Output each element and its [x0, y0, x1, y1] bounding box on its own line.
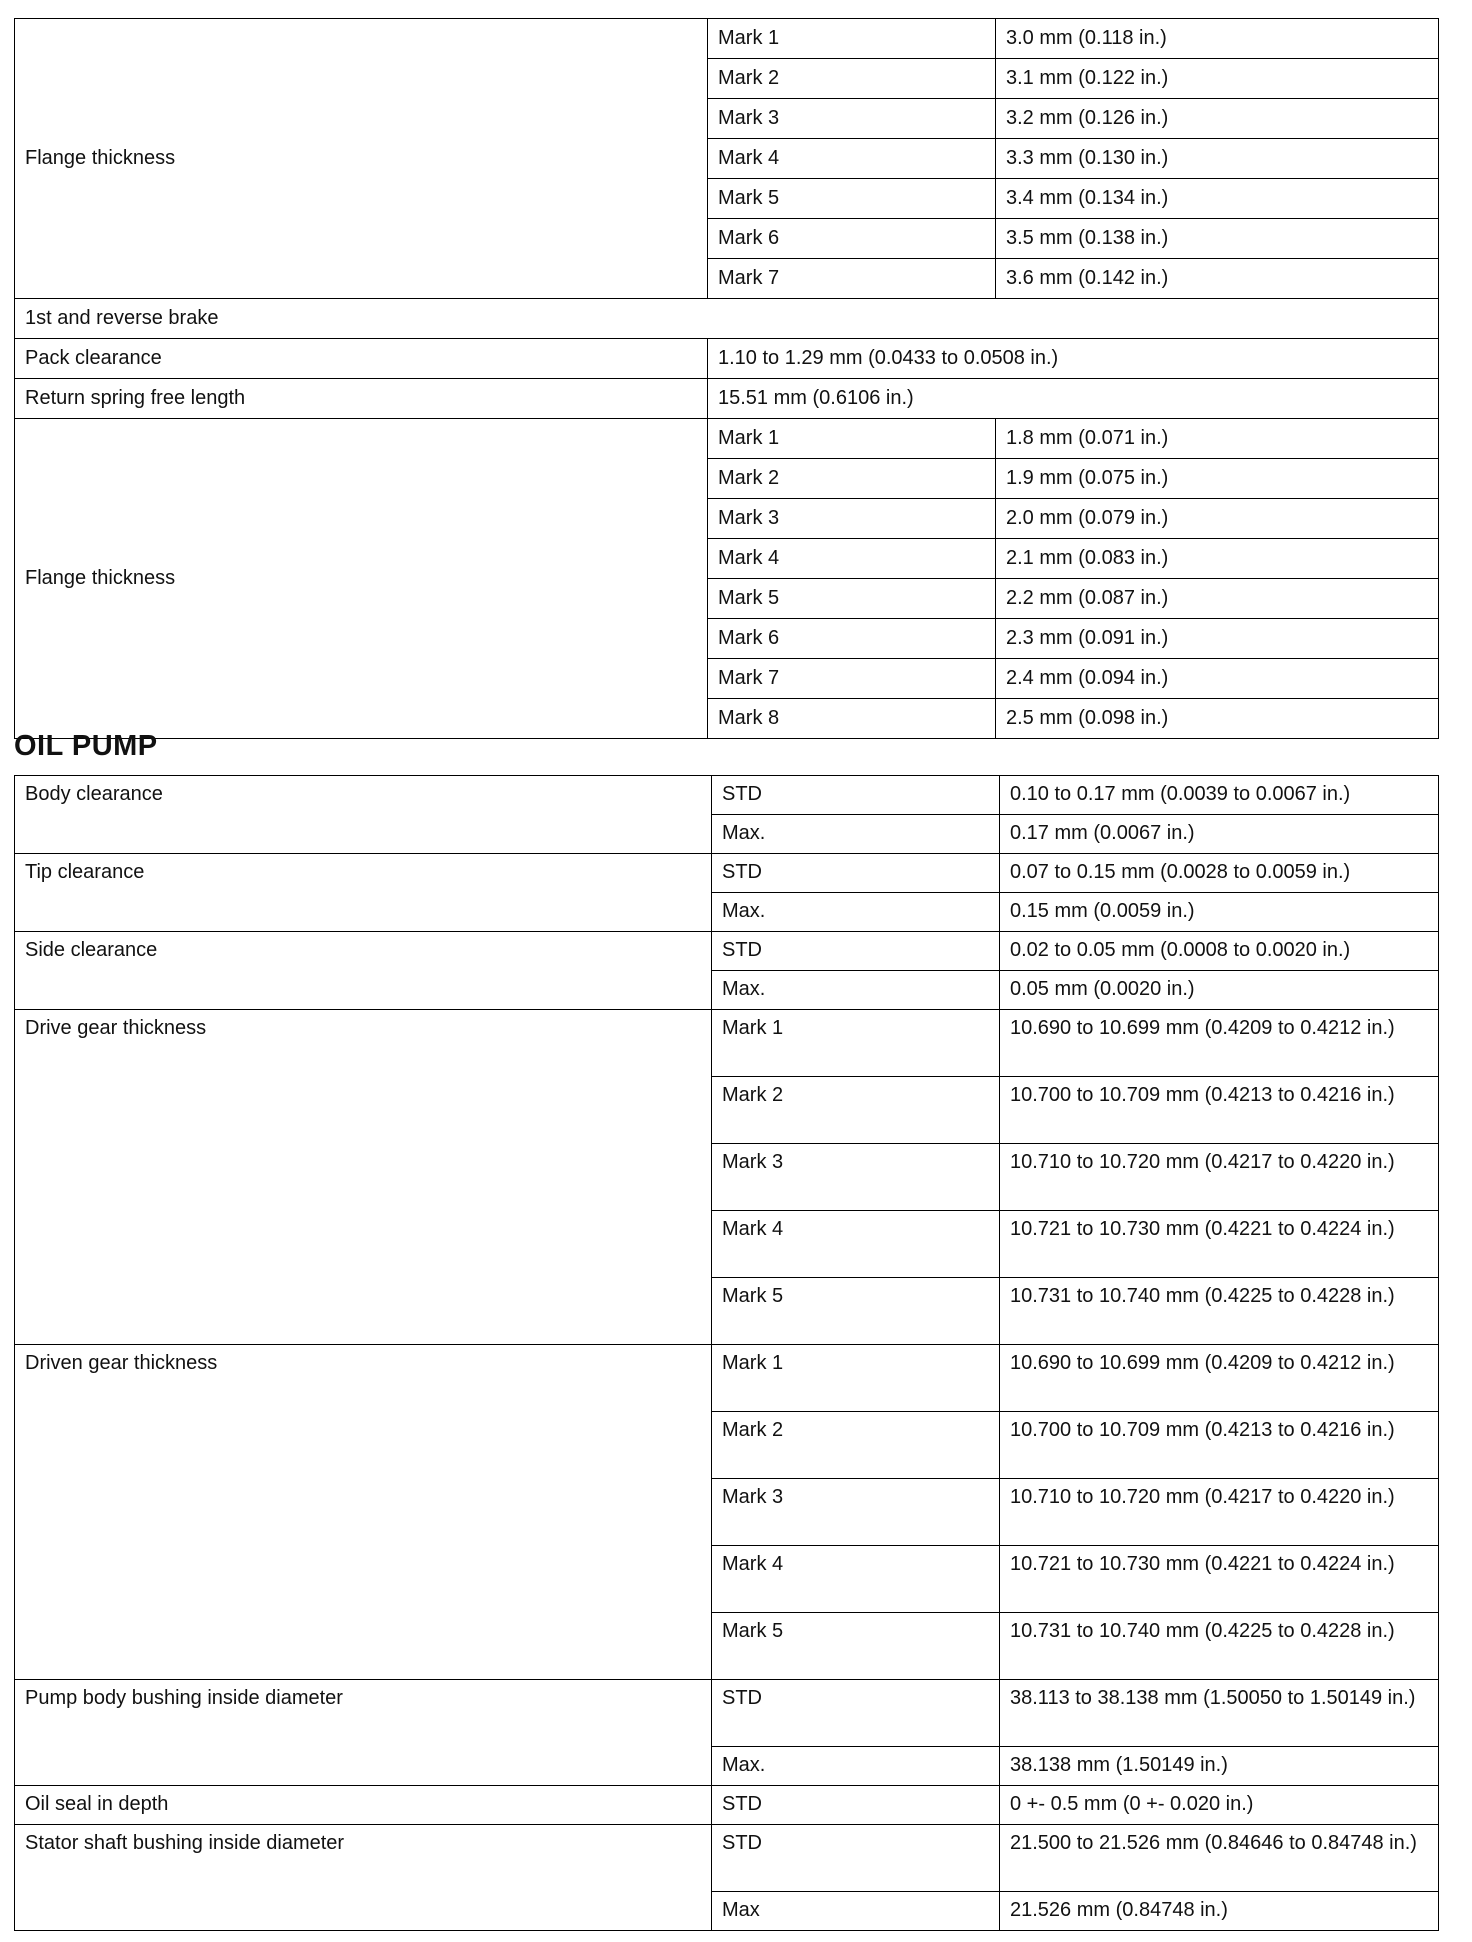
- key-cell: Mark 2: [712, 1077, 1000, 1144]
- value-cell: 1.9 mm (0.075 in.): [996, 459, 1439, 499]
- mark-cell: Mark 5: [708, 179, 996, 219]
- value-cell: 38.113 to 38.138 mm (1.50050 to 1.50149 in.): [1000, 1680, 1439, 1747]
- key-cell: Mark 5: [712, 1613, 1000, 1680]
- flange-thickness-label: Flange thickness: [15, 19, 708, 299]
- value-cell: 0.10 to 0.17 mm (0.0039 to 0.0067 in.): [1000, 776, 1439, 815]
- table-row: [15, 932, 1439, 971]
- value-cell: 0.07 to 0.15 mm (0.0028 to 0.0059 in.): [1000, 854, 1439, 893]
- mark-cell: Mark 5: [708, 579, 996, 619]
- value-cell: 10.710 to 10.720 mm (0.4217 to 0.4220 in.): [1000, 1479, 1439, 1546]
- value-cell: 0 +- 0.5 mm (0 +- 0.020 in.): [1000, 1786, 1439, 1825]
- oil-pump-spec-table: [14, 775, 1439, 1931]
- value-cell: 3.2 mm (0.126 in.): [996, 99, 1439, 139]
- key-cell: Mark 4: [712, 1211, 1000, 1278]
- table-row: [15, 339, 1439, 379]
- side-clearance-label: Side clearance: [15, 932, 712, 1010]
- value-cell: 21.526 mm (0.84748 in.): [1000, 1892, 1439, 1931]
- value-cell: 0.17 mm (0.0067 in.): [1000, 815, 1439, 854]
- value-cell: 0.15 mm (0.0059 in.): [1000, 893, 1439, 932]
- mark-cell: Mark 1: [708, 419, 996, 459]
- brake-spec-table: [14, 18, 1439, 739]
- table-row: [15, 1786, 1439, 1825]
- mark-cell: Mark 6: [708, 619, 996, 659]
- value-cell: 2.3 mm (0.091 in.): [996, 619, 1439, 659]
- key-cell: STD: [712, 1786, 1000, 1825]
- key-cell: Mark 5: [712, 1278, 1000, 1345]
- section-title: OIL PUMP: [14, 730, 158, 762]
- value-cell: 3.3 mm (0.130 in.): [996, 139, 1439, 179]
- value-cell: 2.0 mm (0.079 in.): [996, 499, 1439, 539]
- value-cell: 1.8 mm (0.071 in.): [996, 419, 1439, 459]
- key-cell: Mark 2: [712, 1412, 1000, 1479]
- drive-gear-label: Drive gear thickness: [15, 1010, 712, 1345]
- value-cell: 3.5 mm (0.138 in.): [996, 219, 1439, 259]
- value-cell: 2.5 mm (0.098 in.): [996, 699, 1439, 739]
- table-row: [15, 1010, 1439, 1077]
- stator-bushing-label: Stator shaft bushing inside diameter: [15, 1825, 712, 1931]
- value-cell: 21.500 to 21.526 mm (0.84646 to 0.84748 in.): [1000, 1825, 1439, 1892]
- return-spring-value: 15.51 mm (0.6106 in.): [708, 379, 1439, 419]
- key-cell: Mark 3: [712, 1144, 1000, 1211]
- table-row: [15, 299, 1439, 339]
- key-cell: Max.: [712, 815, 1000, 854]
- value-cell: 10.721 to 10.730 mm (0.4221 to 0.4224 in.): [1000, 1546, 1439, 1613]
- mark-cell: Mark 2: [708, 59, 996, 99]
- table-row: [15, 379, 1439, 419]
- value-cell: 3.6 mm (0.142 in.): [996, 259, 1439, 299]
- mark-cell: Mark 3: [708, 99, 996, 139]
- pack-clearance-value: 1.10 to 1.29 mm (0.0433 to 0.0508 in.): [708, 339, 1439, 379]
- mark-cell: Mark 3: [708, 499, 996, 539]
- table-row: [15, 776, 1439, 815]
- pack-clearance-label: Pack clearance: [15, 339, 708, 379]
- oil-seal-label: Oil seal in depth: [15, 1786, 712, 1825]
- value-cell: 2.2 mm (0.087 in.): [996, 579, 1439, 619]
- value-cell: 10.700 to 10.709 mm (0.4213 to 0.4216 in.): [1000, 1412, 1439, 1479]
- value-cell: 3.0 mm (0.118 in.): [996, 19, 1439, 59]
- table-row: [15, 854, 1439, 893]
- pump-bushing-label: Pump body bushing inside diameter: [15, 1680, 712, 1786]
- table-row: [15, 1825, 1439, 1892]
- key-cell: Max.: [712, 893, 1000, 932]
- value-cell: 10.690 to 10.699 mm (0.4209 to 0.4212 in.): [1000, 1345, 1439, 1412]
- value-cell: 10.731 to 10.740 mm (0.4225 to 0.4228 in.): [1000, 1278, 1439, 1345]
- value-cell: 10.721 to 10.730 mm (0.4221 to 0.4224 in.): [1000, 1211, 1439, 1278]
- mark-cell: Mark 4: [708, 539, 996, 579]
- value-cell: 10.700 to 10.709 mm (0.4213 to 0.4216 in.): [1000, 1077, 1439, 1144]
- value-cell: 2.4 mm (0.094 in.): [996, 659, 1439, 699]
- key-cell: Max.: [712, 1747, 1000, 1786]
- brake-heading: 1st and reverse brake: [15, 299, 1439, 339]
- value-cell: 10.690 to 10.699 mm (0.4209 to 0.4212 in.): [1000, 1010, 1439, 1077]
- value-cell: 10.710 to 10.720 mm (0.4217 to 0.4220 in.): [1000, 1144, 1439, 1211]
- table-row: [15, 419, 1439, 459]
- key-cell: Max.: [712, 971, 1000, 1010]
- body-clearance-label: Body clearance: [15, 776, 712, 854]
- value-cell: 0.05 mm (0.0020 in.): [1000, 971, 1439, 1010]
- key-cell: STD: [712, 776, 1000, 815]
- key-cell: STD: [712, 854, 1000, 893]
- table-row: [15, 1345, 1439, 1412]
- key-cell: Mark 4: [712, 1546, 1000, 1613]
- value-cell: 0.02 to 0.05 mm (0.0008 to 0.0020 in.): [1000, 932, 1439, 971]
- flange-thickness-label: Flange thickness: [15, 419, 708, 739]
- value-cell: 3.4 mm (0.134 in.): [996, 179, 1439, 219]
- table-row: [15, 19, 1439, 59]
- mark-cell: Mark 1: [708, 19, 996, 59]
- mark-cell: Mark 4: [708, 139, 996, 179]
- value-cell: 3.1 mm (0.122 in.): [996, 59, 1439, 99]
- driven-gear-label: Driven gear thickness: [15, 1345, 712, 1680]
- mark-cell: Mark 7: [708, 659, 996, 699]
- return-spring-label: Return spring free length: [15, 379, 708, 419]
- value-cell: 10.731 to 10.740 mm (0.4225 to 0.4228 in.): [1000, 1613, 1439, 1680]
- key-cell: STD: [712, 1825, 1000, 1892]
- mark-cell: Mark 8: [708, 699, 996, 739]
- mark-cell: Mark 2: [708, 459, 996, 499]
- key-cell: STD: [712, 1680, 1000, 1747]
- key-cell: Mark 1: [712, 1345, 1000, 1412]
- key-cell: STD: [712, 932, 1000, 971]
- mark-cell: Mark 6: [708, 219, 996, 259]
- table-row: [15, 1680, 1439, 1747]
- key-cell: Mark 1: [712, 1010, 1000, 1077]
- value-cell: 2.1 mm (0.083 in.): [996, 539, 1439, 579]
- key-cell: Max: [712, 1892, 1000, 1931]
- tip-clearance-label: Tip clearance: [15, 854, 712, 932]
- value-cell: 38.138 mm (1.50149 in.): [1000, 1747, 1439, 1786]
- key-cell: Mark 3: [712, 1479, 1000, 1546]
- mark-cell: Mark 7: [708, 259, 996, 299]
